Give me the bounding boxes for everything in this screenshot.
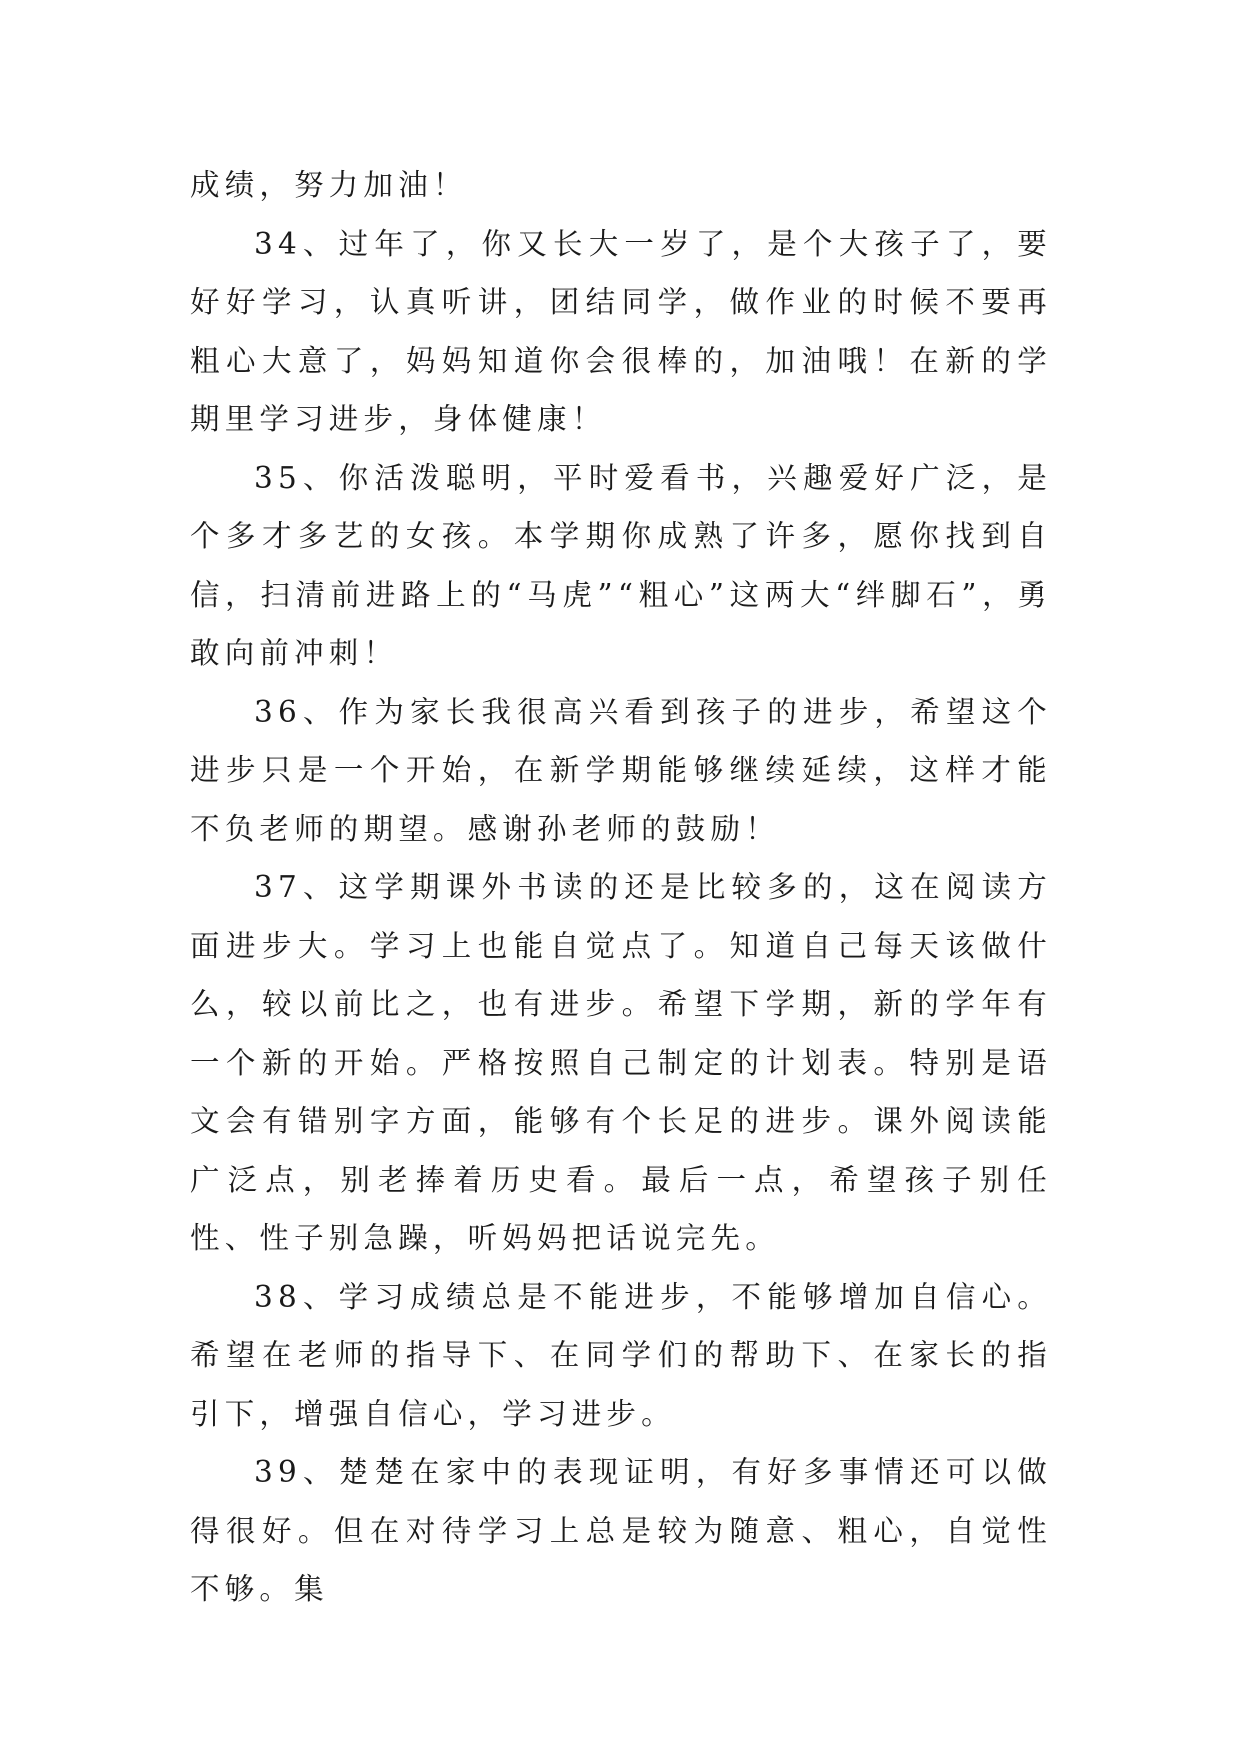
document-body	[190, 156, 1052, 1619]
paragraph-33-continuation: 成绩，努力加油！	[190, 168, 468, 202]
paragraph-37: 37、这学期课外书读的还是比较多的，这在阅读方面进步大。学习上也能自觉点了。知道自己每天该做什么，较以前比之，也有进步。希望下学期，新的学年有一个新的开始。严格按照自己制定的计划表。特别是语文会有错别字方面，能够有个长足的进步。课外阅读能广泛点，别老捧着历史看。最后一点，希望孩子别任性、性子别急躁，听妈妈把话说完先。	[190, 870, 1052, 1255]
paragraph-39: 39、楚楚在家中的表现证明，有好多事情还可以做得很好。但在对待学习上总是较为随意、粗心，自觉性不够。集	[190, 1455, 1052, 1606]
paragraph-36: 36、作为家长我很高兴看到孩子的进步，希望这个进步只是一个开始，在新学期能够继续延续，这样才能不负老师的期望。感谢孙老师的鼓励！	[190, 694, 1052, 846]
paragraph-38: 38、学习成绩总是不能进步，不能够增加自信心。希望在老师的指导下、在同学们的帮助下、在家长的指引下，增强自信心，学习进步。	[190, 1279, 1052, 1431]
paragraph-34: 34、过年了，你又长大一岁了，是个大孩子了，要好好学习，认真听讲，团结同学，做作业的时候不要再粗心大意了，妈妈知道你会很棒的，加油哦！在新的学期里学习进步，身体健康！	[190, 226, 1052, 436]
paragraph-35: 35、你活泼聪明，平时爱看书，兴趣爱好广泛，是个多才多艺的女孩。本学期你成熟了许多，愿你找到自信，扫清前进路上的“马虎”“粗心”这两大“绊脚石”，勇敢向前冲刺！	[190, 460, 1052, 670]
